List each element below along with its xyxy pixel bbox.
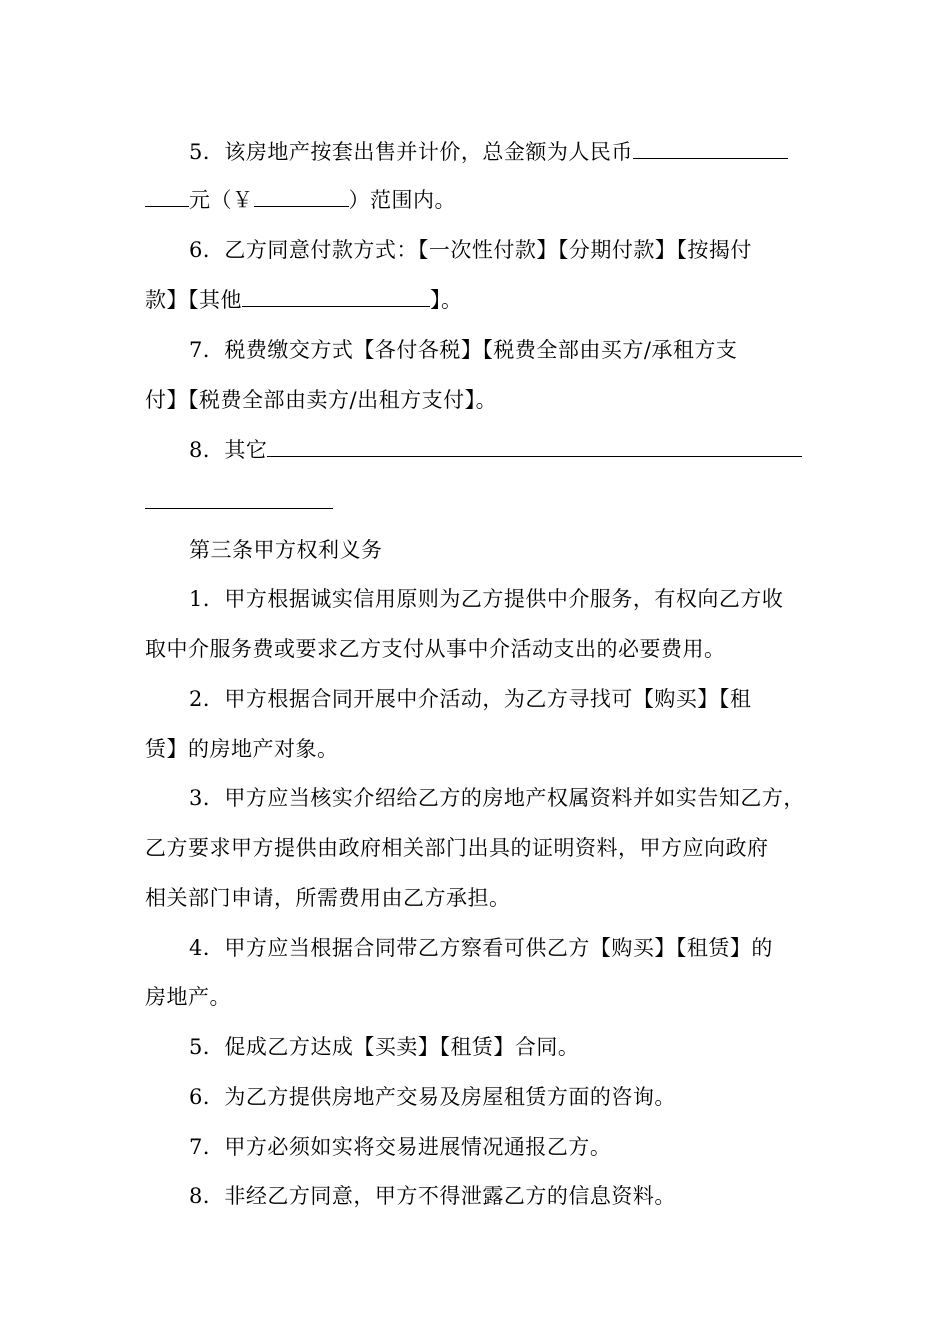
duty-1-line-2: 取中介服务费或要求乙方支付从事中介活动支出的必要费用。 bbox=[145, 637, 726, 661]
amount-figure-blank bbox=[254, 180, 349, 207]
clause-5-currency-prefix: 元（￥ bbox=[189, 188, 254, 212]
duty-3-line-3: 相关部门申请，所需费用由乙方承担。 bbox=[145, 886, 511, 910]
clause-6-line-2 bbox=[145, 280, 810, 320]
duty-2-line-2: 赁】的房地产对象。 bbox=[145, 737, 339, 761]
section-title: 第三条甲方权利义务 bbox=[189, 538, 383, 562]
duty-4-line-1: 4．甲方应当根据合同带乙方察看可供乙方【购买】【租赁】的 bbox=[189, 936, 773, 960]
clause-5-currency-suffix: ）范围内。 bbox=[348, 188, 456, 212]
duty-2-line-1: 2．甲方根据合同开展中介活动，为乙方寻找可【购买】【租 bbox=[189, 687, 752, 711]
clause-7-line-2: 付】【税费全部由卖方/出租方支付】。 bbox=[145, 388, 498, 412]
duty-3-line-1: 3．甲方应当核实介绍给乙方的房地产权属资料并如实告知乙方， bbox=[189, 786, 805, 810]
duty-8-line-1: 8．非经乙方同意，甲方不得泄露乙方的信息资料。 bbox=[189, 1184, 676, 1208]
clause-6-other-suffix: 】。 bbox=[430, 288, 463, 312]
other-terms-blank bbox=[267, 430, 802, 457]
duty-6-line-1: 6．为乙方提供房地产交易及房屋租赁方面的咨询。 bbox=[189, 1085, 676, 1109]
clause-5-line-2 bbox=[145, 180, 810, 220]
clause-8-text: 8．其它 bbox=[189, 438, 268, 462]
clause-5-text: 5．该房地产按套出售并计价，总金额为人民币 bbox=[189, 140, 633, 164]
duty-5-line-1: 5．促成乙方达成【买卖】【租赁】合同。 bbox=[189, 1035, 580, 1059]
clause-5-line-1 bbox=[189, 132, 810, 172]
clause-6-line-1: 6．乙方同意付款方式：【一次性付款】【分期付款】【按揭付 bbox=[189, 238, 752, 262]
duty-4-line-2: 房地产。 bbox=[145, 985, 231, 1009]
duty-3-line-2: 乙方要求甲方提供由政府相关部门出具的证明资料，甲方应向政府 bbox=[145, 836, 769, 860]
total-amount-blank-continued bbox=[145, 180, 189, 207]
duty-1-line-1: 1．甲方根据诚实信用原则为乙方提供中介服务，有权向乙方收 bbox=[189, 587, 784, 611]
clause-8-line-1 bbox=[189, 430, 810, 470]
clause-6-other-prefix: 款】【其他 bbox=[145, 288, 242, 312]
total-amount-blank bbox=[633, 132, 788, 159]
clause-7-line-1: 7．税费缴交方式【各付各税】【税费全部由买方/承租方支 bbox=[189, 338, 738, 362]
duty-7-line-1: 7．甲方必须如实将交易进展情况通报乙方。 bbox=[189, 1135, 612, 1159]
other-terms-blank-continued bbox=[145, 508, 333, 509]
other-payment-blank bbox=[242, 280, 430, 307]
